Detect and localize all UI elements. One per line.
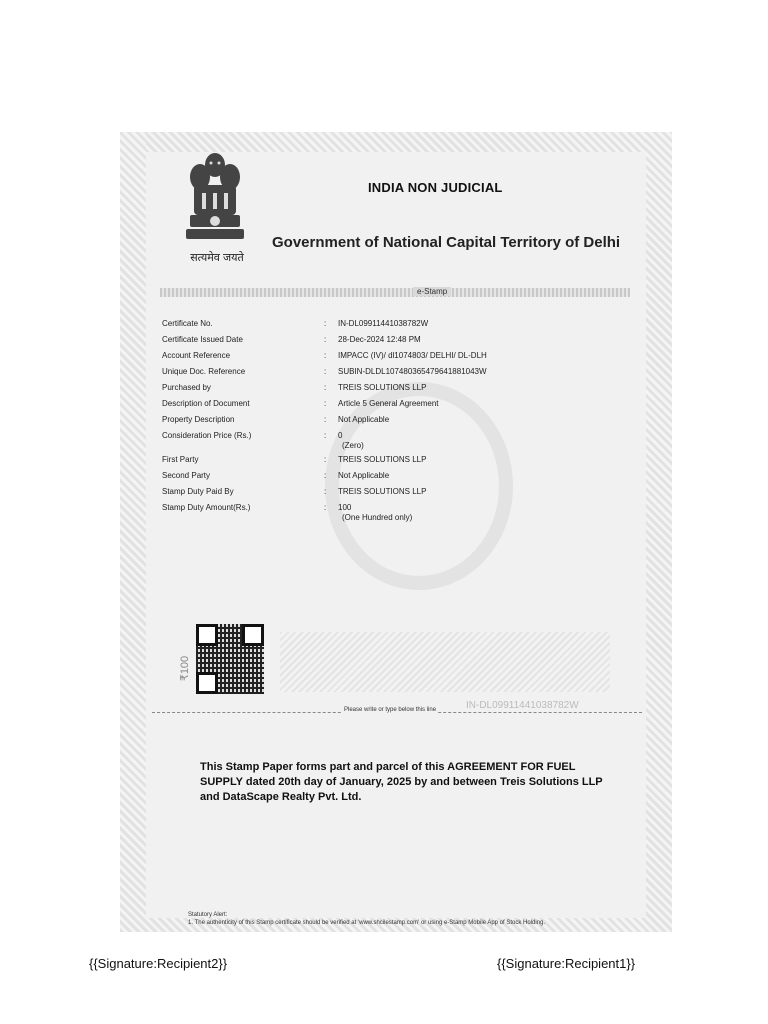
field-label: Stamp Duty Amount(Rs.): [162, 503, 251, 512]
estamp-label: e-Stamp: [413, 287, 451, 296]
field-label: Property Description: [162, 415, 235, 424]
field-value: TREIS SOLUTIONS LLP: [338, 383, 427, 392]
border-left: [120, 132, 146, 932]
field-label: First Party: [162, 455, 199, 464]
field-value: 100: [338, 503, 352, 512]
statutory-alert-line: 1. The authenticity of this Stamp certificate should be verified at 'www.shcilestamp.com' or using e-Stamp Mobile App of Stock Holding.: [188, 920, 546, 926]
field-value: SUBIN-DLDL107480365479641881043W: [338, 367, 487, 376]
field-separator: :: [324, 319, 327, 328]
field-separator: :: [324, 431, 327, 440]
field-value: 28-Dec-2024 12:48 PM: [338, 335, 421, 344]
write-below-label: Please write or type below this line: [344, 707, 437, 713]
field-value: 0: [338, 431, 343, 440]
statutory-alert-title: Statutory Alert:: [188, 912, 228, 918]
security-hatch: [280, 632, 610, 692]
field-label: Unique Doc. Reference: [162, 367, 246, 376]
estamp-bar: [160, 288, 630, 297]
qr-code: [196, 624, 264, 694]
field-subvalue: (One Hundred only): [342, 513, 413, 522]
field-separator: :: [324, 455, 327, 464]
field-separator: :: [324, 503, 327, 512]
field-separator: :: [324, 487, 327, 496]
signature-placeholder-recipient2[interactable]: {{Signature:Recipient2}}: [89, 956, 228, 971]
field-label: Consideration Price (Rs.): [162, 431, 252, 440]
field-label: Stamp Duty Paid By: [162, 487, 234, 496]
government-heading: Government of National Capital Territory of Delhi: [272, 234, 621, 251]
border-right: [646, 132, 672, 932]
field-value: IMPACC (IV)/ dl1074803/ DELHI/ DL-DLH: [338, 351, 487, 360]
field-value: Not Applicable: [338, 471, 390, 480]
field-subvalue: (Zero): [342, 441, 364, 450]
stamp-paper: [120, 132, 672, 932]
national-emblem-icon: [180, 142, 250, 262]
field-label: Certificate Issued Date: [162, 335, 243, 344]
emblem-watermark: [325, 382, 513, 590]
field-value: Not Applicable: [338, 415, 390, 424]
field-label: Description of Document: [162, 399, 250, 408]
field-separator: :: [324, 351, 327, 360]
field-label: Purchased by: [162, 383, 211, 392]
field-separator: :: [324, 367, 327, 376]
field-separator: :: [324, 471, 327, 480]
qr-finder: [196, 672, 218, 694]
field-separator: :: [324, 383, 327, 392]
field-label: Account Reference: [162, 351, 231, 360]
agreement-text: This Stamp Paper forms part and parcel of this AGREEMENT FOR FUEL SUPPLY dated 20th day of January, 2025 by and between Treis Solutions LLP and DataScape Realty Pvt. Ltd.: [200, 761, 603, 803]
field-separator: :: [324, 399, 327, 408]
qr-finder: [196, 624, 218, 646]
field-separator: :: [324, 335, 327, 344]
field-label: Second Party: [162, 471, 211, 480]
qr-finder: [242, 624, 264, 646]
india-non-judicial-heading: INDIA NON JUDICIAL: [368, 180, 503, 195]
field-value: Article 5 General Agreement: [338, 399, 439, 408]
denomination-mark: ₹100: [179, 655, 192, 682]
field-value: IN-DL09911441038782W: [338, 319, 429, 328]
field-label: Certificate No.: [162, 319, 213, 328]
field-value: TREIS SOLUTIONS LLP: [338, 455, 427, 464]
ghost-certificate-number: IN-DL09911441038782W: [466, 700, 579, 711]
signature-placeholder-recipient1[interactable]: {{Signature:Recipient1}}: [497, 956, 636, 971]
field-separator: :: [324, 415, 327, 424]
emblem-caption: सत्यमेव जयते: [190, 252, 244, 264]
field-value: TREIS SOLUTIONS LLP: [338, 487, 427, 496]
